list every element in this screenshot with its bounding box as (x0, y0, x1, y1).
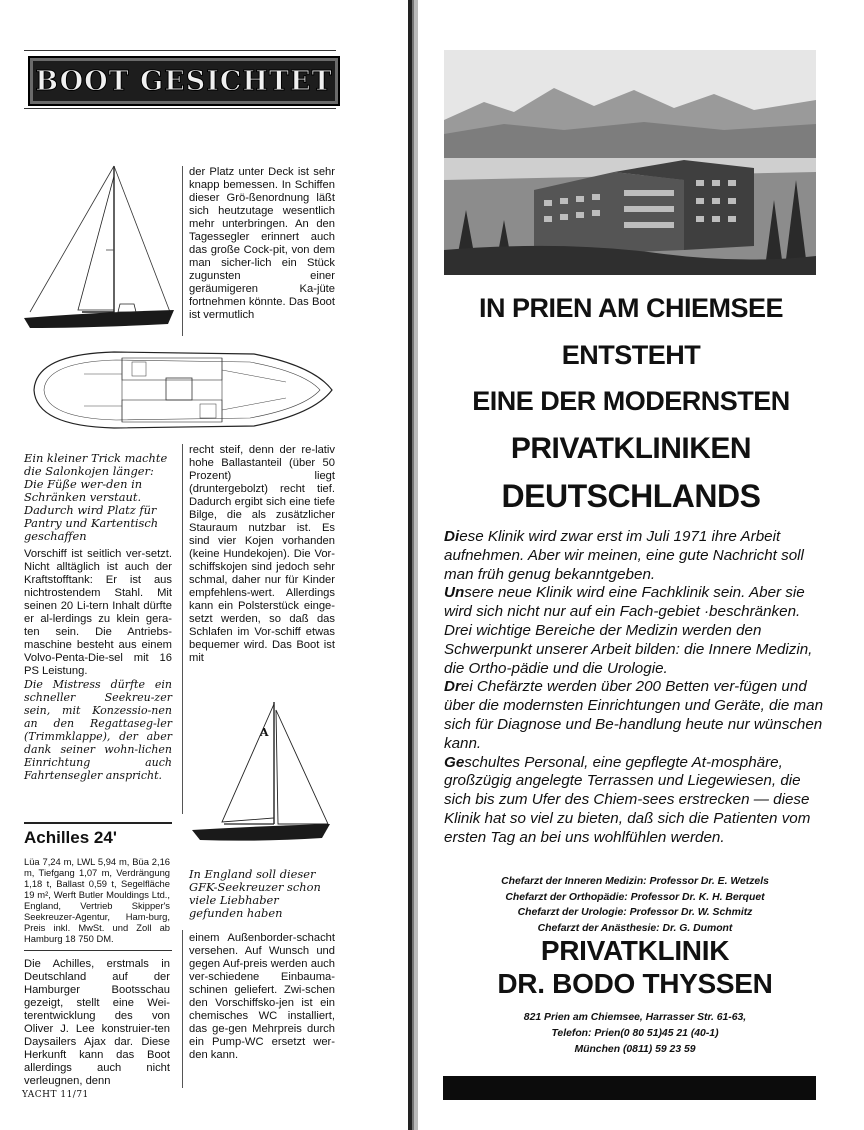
bottom-black-bar (443, 1076, 816, 1100)
column-divider (182, 930, 183, 1088)
doctor-line: Chefarzt der Orthopädie: Professor Dr. K. H. Berquet (505, 891, 765, 903)
sailboat-mistress-drawing (22, 162, 178, 334)
ad-paragraph-text: sere neue Klinik wird eine Fachklinik sein. Aber sie wird sich nicht nur auf ein Fach-gebiet ·beschränken. Drei wichtige Bereiche der Medizin werden den Schwerpunkt unserer Arbeit bilden: die Innere Medizin, die Ortho-pädie und die Urologie. (444, 584, 813, 677)
article-col2-mid: recht steif, denn der re-lativ hohe Ballastanteil (über 50 Prozent) liegt (druntergebolzt) recht tief. Dadurch ergibt sich eine tiefe Bilge, die als zusätzlicher Stauraum nutzbar ist. Es sind vier Kojen vorhanden (keine Hundekojen). Die Vor-schiffskojen sind jedoch sehr schmal, daher nur für Kinder empfehlens-wert. Allerdings kann ein Polsterstück einge-setzt werden, so daß das Schlafen im Vor-schiff etwas bequemer wird. Das Boot ist mit (189, 444, 335, 664)
article-col2-top: der Platz unter Deck ist sehr knapp bemessen. In Schiffen dieser Grö-ßenordnung läßt sich heutzutage wesentlich mehr unterbringen. An den Tagessegler erinnert auch das große Cock-pit, von dem man sicher-lich ein Stück zugunsten einer geräumigeren Ka-jüte fortnehmen könnte. Das Boot ist vermutlich (189, 166, 335, 321)
ad-paragraph-text: schultes Personal, eine gepflegte At-mosphäre, großzügig angelegte Terrassen und Liegewiesen, die sich bis zum Ufer des Chiem-sees erstrecken — diese Klinik hat so viel zu bieten, daß sich die Patienten vom ersten Tag an bei uns wohlfühlen werden. (444, 753, 811, 846)
spec-details: Lüa 7,24 m, LWL 5,94 m, Büa 2,16 m, Tiefgang 1,07 m, Verdrängung 1,18 t, Ballast 0,59 t, Segelfläche 19 m², Werft Butler Mouldings Ltd., England, Vertrieb Skipper's Seekreuzer-Agentur, Ham-burg, Preis inkl. MwSt. und Zoll ab Hamburg 18 750 DM. (24, 856, 170, 944)
ad-paragraph-lead: Un (444, 584, 465, 602)
column-divider (182, 444, 183, 814)
ad-paragraph (444, 584, 824, 678)
article-col1-mid-italic: Die Mistress dürfte ein schneller Seekreu-zer sein, mit Konzessio-nen an den Regattaseg-ler (Trimmklappe), der aber dank seiner wohn-lichen Einrichtung auch Fahrtensegler anspricht. (24, 678, 172, 782)
article-col1-mid (24, 548, 172, 782)
ad-body-text (444, 528, 824, 848)
spec-title: Achilles 24' (24, 828, 117, 847)
masthead-title: BOOT GESICHTET (35, 65, 333, 97)
ad-paragraph-lead: Ge (444, 753, 465, 771)
headline-line5: DEUTSCHLANDS (501, 478, 761, 514)
doctor-line: Chefarzt der Anästhesie: Dr. G. Dumont (537, 922, 733, 934)
page-gutter (408, 0, 418, 1130)
section-rule (24, 822, 172, 824)
column-divider (182, 166, 183, 336)
masthead-rule-top (24, 50, 336, 51)
doctor-line: Chefarzt der Inneren Medizin: Professor Dr. E. Wetzels (501, 876, 769, 887)
ad-paragraph (444, 754, 824, 848)
address-line: Telefon: Prien(0 80 51)45 21 (40-1) (551, 1028, 719, 1039)
page-footer: YACHT 11/71 (22, 1090, 89, 1100)
headline-line2: ENTSTEHT (561, 340, 701, 370)
caption-salonkojen: Ein kleiner Trick machte die Salonkojen länger: Die Füße wer-den in Schränken verstaut. Dadurch wird Platz für Pantry und Kartentisch geschaffen (24, 451, 168, 543)
headline-line3: EINE DER MODERNSTEN (472, 386, 790, 416)
headline-line4: PRIVATKLINIKEN (510, 432, 752, 465)
article-col1-mid-text: Vorschiff ist seitlich ver-setzt. Nicht alltäglich ist auch der Kraftstofftank: Er ist aus nichtrostendem Stahl. Mit seinen 20 Li-tern Inhalt dürfte er al-lerdings zu klein gera-ten sein. Die Antriebs-maschine besteht aus einem Volvo-Penta-Die-sel mit 16 PS Leistung. (24, 548, 172, 677)
address-line: 821 Prien am Chiemsee, Harrasser Str. 61-63, (523, 1012, 747, 1023)
ad-paragraph (444, 678, 824, 753)
clinic-illustration (444, 50, 816, 275)
ad-paragraph-text: ei Chefärzte werden über 200 Betten ver-fügen und über die modernsten Einrichtungen und Geräte, die man sich für Diagnose und Be-handlung heute nur wünschen kann. (444, 678, 824, 752)
ad-paragraph-text: ese Klinik wird zwar erst im Juli 1971 ihre Arbeit aufnehmen. Aber wir meinen, eine gute Nachricht soll man früh genug bekanntgeben. (444, 528, 804, 583)
spec-rule (24, 950, 172, 951)
clinic-name-line2: DR. BODO THYSSEN (497, 968, 773, 999)
deck-plan-drawing (24, 344, 336, 436)
sailboat-achilles-drawing (188, 700, 334, 850)
article-col1-bottom: Die Achilles, erstmals in Deutschland auf der Hamburger Bootsschau gezeigt, stellt eine Wei-terentwicklung des von Oliver J. Lee konstruier-ten Daysailers Ajax dar. Diese Herkunft kann das Boot allerdings auch nicht verleugnen, denn (24, 958, 170, 1087)
article-col2-bottom: einem Außenborder-schacht versehen. Auf Wunsch und gegen Auf-preis werden auch ver-schiedene Einbauma-schinen geliefert. Zwi-schen den Vorschiffsko-jen ist ein chemisches WC installiert, das ge-gen Mehrpreis durch ein Pump-WC ersetzt wer-den kann. (189, 932, 335, 1061)
doctors-list (440, 874, 830, 936)
address-line: München (0811) 59 23 59 (574, 1044, 696, 1055)
caption-achilles: In England soll dieser GFK-Seekreuzer schon viele Liebhaber gefunden haben (189, 867, 321, 920)
masthead-rule-bottom (24, 108, 336, 109)
masthead (28, 56, 340, 106)
ad-paragraph-lead: Di (444, 528, 460, 545)
sail-marking: A (260, 726, 269, 739)
headline-line1: IN PRIEN AM CHIEMSEE (478, 293, 784, 323)
doctor-line: Chefarzt der Urologie: Professor Dr. W. Schmitz (517, 907, 753, 918)
clinic-name-line1: PRIVATKLINIK (540, 935, 730, 966)
ad-paragraph (444, 528, 824, 584)
clinic-address (440, 1010, 830, 1058)
ad-paragraph-lead: Dr (444, 678, 461, 696)
